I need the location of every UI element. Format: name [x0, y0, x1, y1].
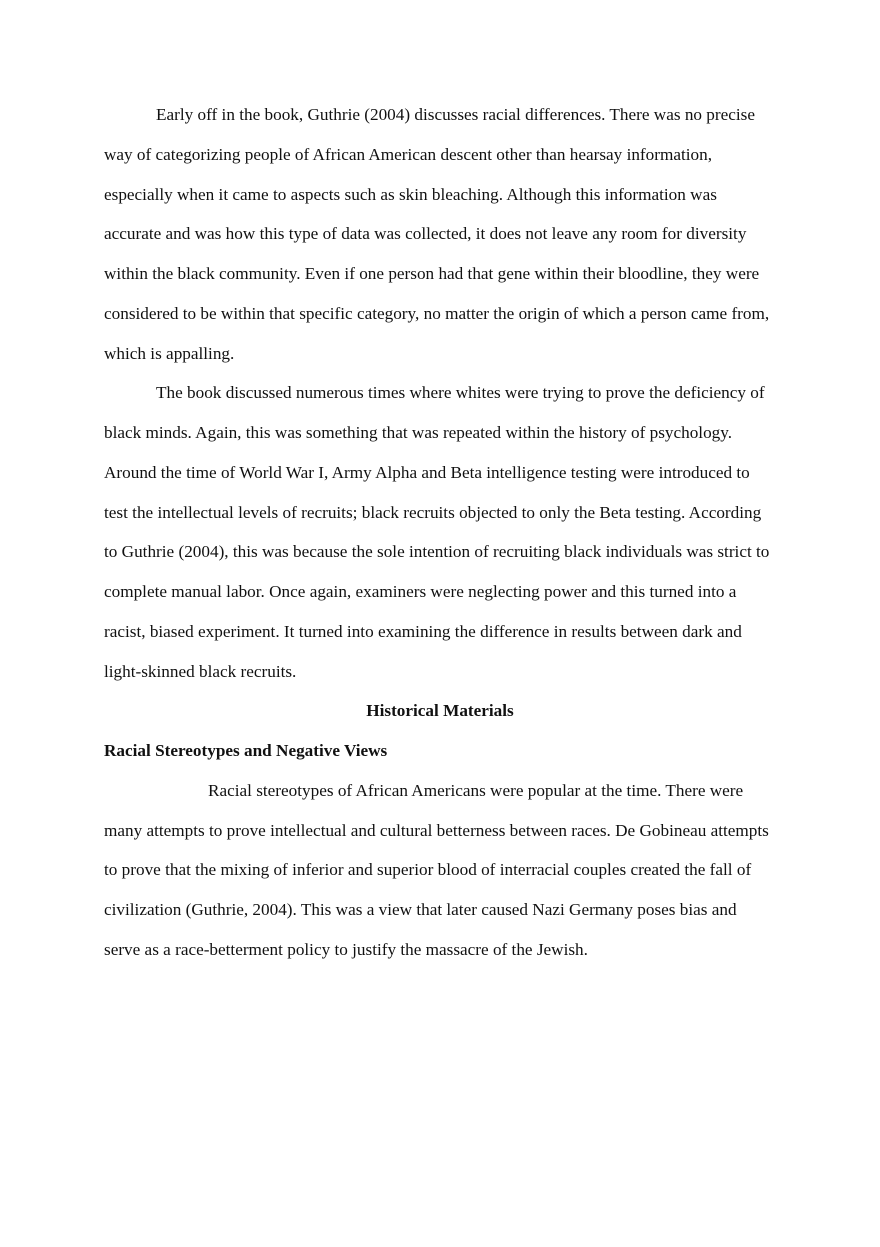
paragraph-racial-differences: Early off in the book, Guthrie (2004) discusses racial differences. There was no precise way of categorizing people of African American descent other than hearsay information, especially when it came to aspects such as skin bleaching. Although this information was accurate and was how this type of data was collected, it does not leave any room for diversity within the black community. Even if one person had that gene within their bloodline, they were considered to be within that specific category, no matter the origin of which a person came from, which is appalling. [104, 105, 770, 363]
section-heading: Historical Materials [366, 701, 514, 721]
document-body [104, 95, 776, 970]
paragraph-racial-stereotypes: Racial stereotypes of African Americans were popular at the time. There were many attempts to prove intellectual and cultural betterness between races. De Gobineau attempts to prove that the mixing of inferior and superior blood of interracial couples created the fall of civilization (Guthrie, 2004). This was a view that later caused Nazi Germany poses bias and serve as a race-betterment policy to justify the massacre of the Jewish. [104, 780, 769, 959]
paragraph-intelligence-testing: The book discussed numerous times where whites were trying to prove the deficiency of black minds. Again, this was something that was repeated within the history of psychology. Around the time of World War I, Army Alpha and Beta intelligence testing were introduced to test the intellectual levels of recruits; black recruits objected to only the Beta testing. According to Guthrie (2004), this was because the sole intention of recruiting black individuals was strict to complete manual labor. Once again, examiners were neglecting power and this turned into a racist, biased experiment. It turned into examining the difference in results between dark and light-skinned black recruits. [104, 383, 770, 681]
subsection-heading: Racial Stereotypes and Negative Views [104, 741, 388, 760]
